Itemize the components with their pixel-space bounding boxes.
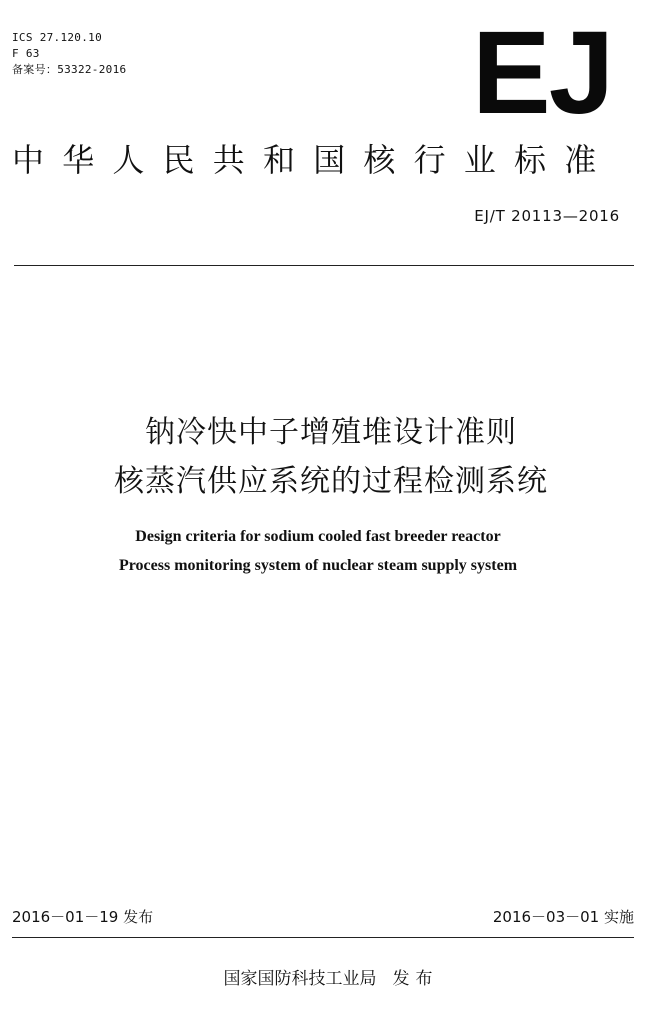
issue-date: 2016－01－19 发布 [12, 908, 154, 926]
ics-code: ICS 27.120.10 [12, 31, 102, 44]
chinese-title-line-1: 钠冷快中子增殖堆设计准则 [145, 415, 517, 450]
publisher-line [0, 964, 662, 989]
ej-logo: EJ [472, 7, 613, 139]
classification-block [12, 30, 126, 78]
top-divider [14, 265, 634, 266]
publisher-name: 国家国防科技工业局 [223, 969, 377, 989]
publisher-suffix: 发布 [392, 969, 439, 989]
english-title-line-1: Design criteria for sodium cooled fast breeder reactor [135, 528, 501, 545]
chinese-title-line-2: 核蒸汽供应系统的过程检测系统 [114, 464, 548, 499]
filing-number: 备案号：53322-2016 [12, 63, 127, 76]
implement-date: 2016－03－01 实施 [492, 908, 634, 926]
ccs-code: F 63 [12, 47, 40, 60]
org-title: 中华人民共和国核行业标准 [12, 141, 615, 179]
standard-code: EJ/T 20113—2016 [474, 207, 620, 225]
english-title-line-2: Process monitoring system of nuclear steam supply system [118, 557, 518, 574]
bottom-divider [12, 937, 634, 938]
